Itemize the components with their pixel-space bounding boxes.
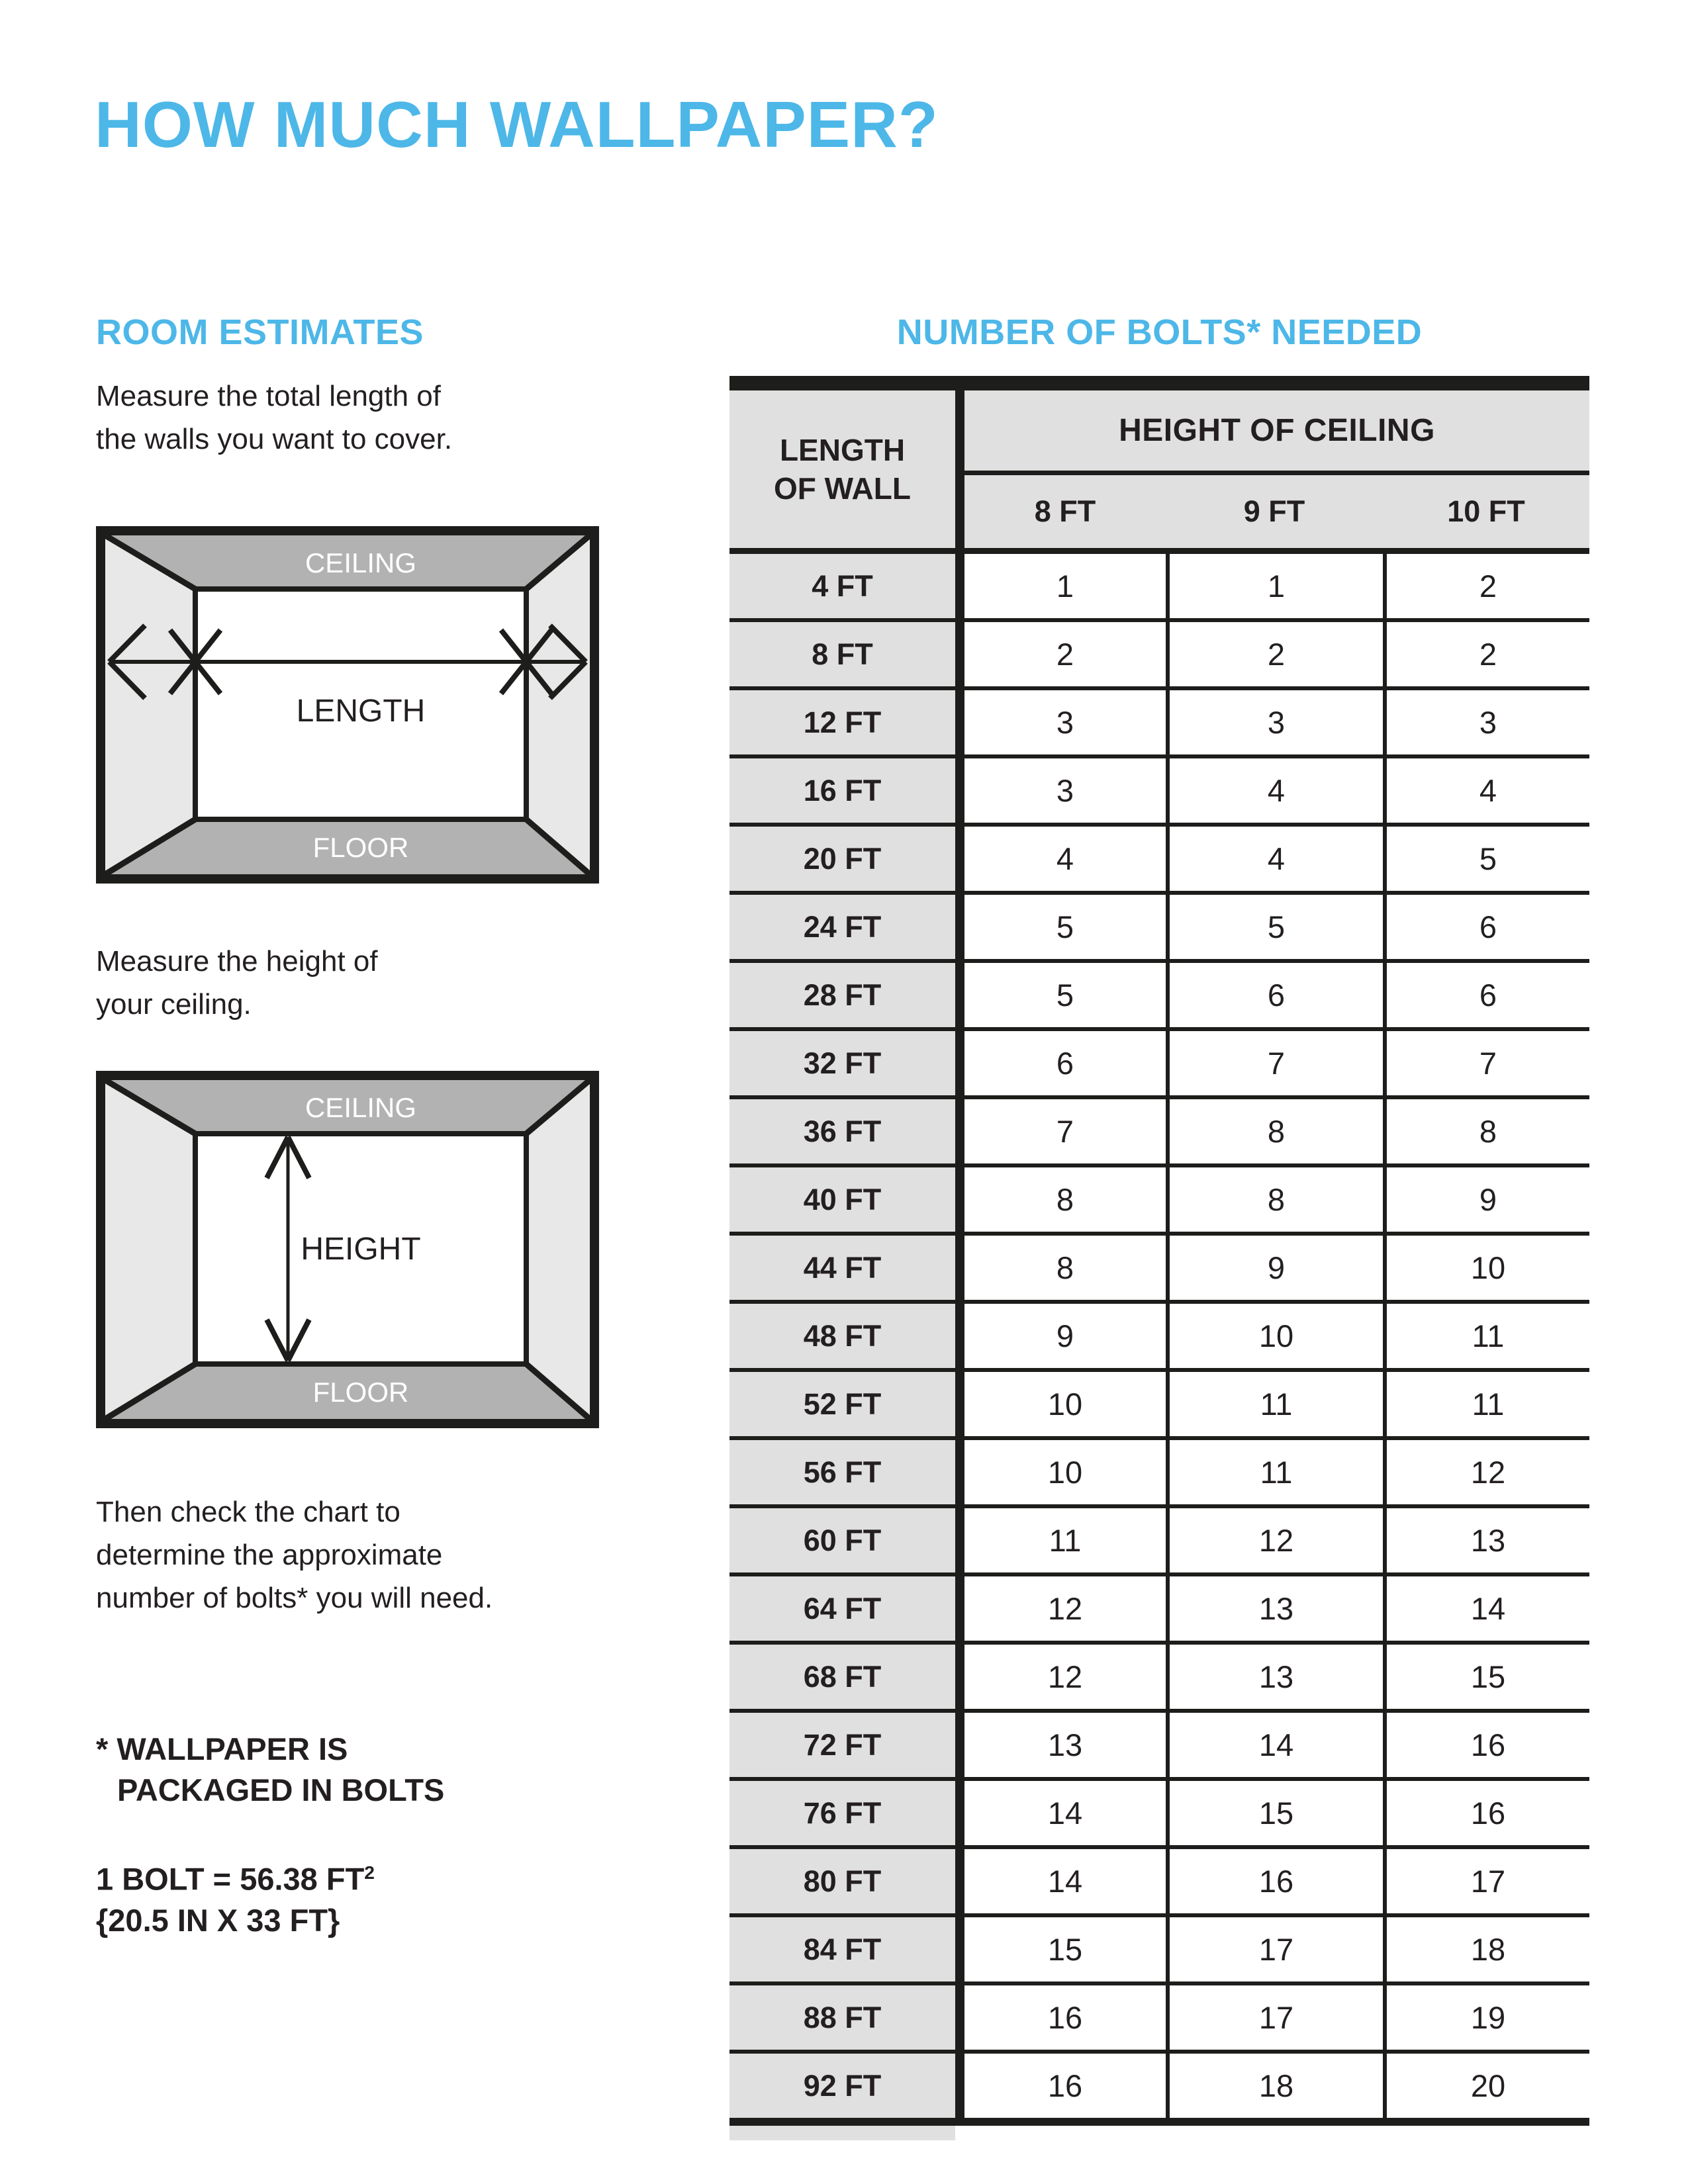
row-value: 12 [964,1645,1166,1709]
row-value: 18 [1166,2054,1383,2118]
row-value: 11 [1383,1304,1589,1368]
table-row [729,1508,1589,1576]
row-label: 88 FT [729,1985,955,2050]
row-value: 13 [1166,1576,1383,1641]
table-row [729,1781,1589,1849]
step1-line: the walls you want to cover. [96,423,453,455]
row-value: 10 [964,1440,1166,1504]
row-value: 5 [1383,827,1589,891]
row-label: 12 FT [729,690,955,754]
row-value: 12 [1383,1440,1589,1504]
header-divider [955,390,964,548]
room-diagram-height [96,1071,599,1428]
bolt-size-note [96,1852,375,1941]
table-row [729,554,1589,622]
row-value: 11 [1166,1440,1383,1504]
row-label: 20 FT [729,827,955,891]
bolt-size-line: 1 BOLT = 56.38 $FT^2$ [96,1861,375,1897]
row-divider [955,895,964,959]
bolt-size-line: {20.5 IN X 33 FT} [96,1902,340,1938]
table-row [729,963,1589,1031]
row-label: 8 FT [729,622,955,686]
row-divider [955,1985,964,2050]
table-row [729,1236,1589,1304]
row-label: 28 FT [729,963,955,1027]
row-value: 1 [964,554,1166,618]
row-value: 14 [964,1781,1166,1845]
row-label: 52 FT [729,1372,955,1436]
row-value: 14 [964,1849,1166,1913]
table-header [729,390,1589,554]
row-divider [955,1576,964,1641]
row-value: 4 [964,827,1166,891]
table-row [729,1713,1589,1781]
row-label: 68 FT [729,1645,955,1709]
table-row [729,690,1589,758]
row-divider [955,827,964,891]
length-label: LENGTH [296,694,426,729]
row-divider [955,963,964,1027]
ceiling-height-header-group [964,390,1589,548]
row-divider [955,1917,964,1981]
row-value: 5 [1166,895,1383,959]
ceiling-label: CEILING [305,547,417,578]
row-value: 9 [1166,1236,1383,1300]
row-value: 7 [1166,1031,1383,1095]
row-value: 6 [1383,963,1589,1027]
row-value: 11 [1383,1372,1589,1436]
table-row [729,758,1589,827]
row-label: 56 FT [729,1440,955,1504]
row-value: 2 [1166,622,1383,686]
right-wall [526,535,590,874]
row-label: 32 FT [729,1031,955,1095]
row-value: 7 [964,1099,1166,1163]
row-value: 1 [1166,554,1383,618]
footnote-line: * WALLPAPER IS [96,1731,348,1766]
col-header-9ft: 9 FT [1243,494,1305,528]
left-wall [105,1080,195,1419]
row-value: 17 [1166,1917,1383,1981]
row-value: 3 [1166,690,1383,754]
column-headers [964,475,1589,548]
row-value: 3 [1383,690,1589,754]
row-divider [955,1781,964,1845]
row-value: 5 [964,963,1166,1027]
row-divider [955,690,964,754]
table-gray-tab [729,2126,955,2140]
table-bottom-bar [729,2118,1589,2126]
step1-line: Measure the total length of [96,380,441,412]
row-label: 76 FT [729,1781,955,1845]
row-value: 4 [1383,758,1589,823]
col-header-10ft: 10 FT [1447,494,1525,528]
row-value: 14 [1383,1576,1589,1641]
row-value: 8 [1166,1099,1383,1163]
floor-label: FLOOR [312,832,409,863]
row-divider [955,1167,964,1232]
row-divider [955,1849,964,1913]
table-row [729,1167,1589,1236]
row-value: 13 [1166,1645,1383,1709]
step3-line: determine the approximate [96,1539,443,1571]
table-row [729,1031,1589,1099]
length-of-wall-header: LENGTH OF WALL [774,433,911,506]
row-value: 2 [1383,554,1589,618]
row-value: 17 [1383,1849,1589,1913]
table-row [729,1099,1589,1167]
row-divider [955,1236,964,1300]
row-divider [955,1440,964,1504]
table-row [729,827,1589,895]
table-row [729,622,1589,690]
row-value: 2 [1383,622,1589,686]
row-value: 4 [1166,758,1383,823]
row-value: 11 [1166,1372,1383,1436]
ceiling-label: CEILING [305,1092,417,1123]
row-value: 8 [1166,1167,1383,1232]
row-divider [955,1508,964,1572]
row-value: 10 [1166,1304,1383,1368]
row-value: 10 [1383,1236,1589,1300]
table-row [729,1372,1589,1440]
row-label: 36 FT [729,1099,955,1163]
row-divider [955,622,964,686]
row-value: 15 [964,1917,1166,1981]
step2-line: Measure the height of [96,945,378,978]
row-value: 17 [1166,1985,1383,2050]
row-value: 6 [1383,895,1589,959]
row-value: 15 [1383,1645,1589,1709]
table-row [729,895,1589,963]
col-header-8ft: 8 FT [1034,494,1096,528]
row-value: 3 [964,758,1166,823]
step2-line: your ceiling. [96,988,252,1021]
row-divider [955,1713,964,1777]
row-value: 6 [964,1031,1166,1095]
row-value: 16 [1383,1781,1589,1845]
row-label: 72 FT [729,1713,955,1777]
row-value: 16 [1166,1849,1383,1913]
row-label: 24 FT [729,895,955,959]
table-row [729,1645,1589,1713]
row-value: 8 [1383,1099,1589,1163]
table-row [729,1440,1589,1508]
floor-label: FLOOR [312,1377,409,1408]
page-title: HOW MUCH WALLPAPER? [95,88,939,161]
height-of-ceiling-header: HEIGHT OF CEILING [964,390,1589,475]
row-label: 80 FT [729,1849,955,1913]
row-label: 4 FT [729,554,955,618]
row-label: 92 FT [729,2054,955,2118]
row-label: 84 FT [729,1917,955,1981]
row-label: 48 FT [729,1304,955,1368]
row-value: 12 [964,1576,1166,1641]
table-row [729,1576,1589,1645]
row-value: 13 [964,1713,1166,1777]
row-label: 16 FT [729,758,955,823]
row-label: 40 FT [729,1167,955,1232]
right-wall [526,1080,590,1419]
row-value: 14 [1166,1713,1383,1777]
table-row [729,1849,1589,1917]
row-divider [955,2054,964,2118]
row-label: 64 FT [729,1576,955,1641]
row-value: 2 [964,622,1166,686]
row-value: 12 [1166,1508,1383,1572]
row-divider [955,554,964,618]
row-value: 7 [1383,1031,1589,1095]
row-value: 18 [1383,1917,1589,1981]
table-row [729,2054,1589,2118]
row-value: 4 [1166,827,1383,891]
row-divider [955,1031,964,1095]
row-value: 16 [964,2054,1166,2118]
row-value: 15 [1166,1781,1383,1845]
row-divider [955,758,964,823]
superscript-2: 2 [364,1862,375,1883]
table-row [729,1985,1589,2054]
row-value: 10 [964,1372,1166,1436]
row-value: 8 [964,1167,1166,1232]
row-value: 11 [964,1508,1166,1572]
bolts-table [729,376,1589,2140]
bolt-table-body [729,554,1589,2118]
row-value: 9 [1383,1167,1589,1232]
bolts-needed-heading: NUMBER OF BOLTS* NEEDED [896,312,1423,352]
row-value: 3 [964,690,1166,754]
row-divider [955,1304,964,1368]
footnote-line: PACKAGED IN BOLTS [117,1772,445,1807]
table-row [729,1917,1589,1985]
row-label: 44 FT [729,1236,955,1300]
row-value: 16 [964,1985,1166,2050]
left-wall [105,535,195,874]
row-divider [955,1099,964,1163]
wallpaper-footnote [96,1729,444,1811]
row-value: 20 [1383,2054,1589,2118]
row-value: 19 [1383,1985,1589,2050]
step2-text [96,940,378,1026]
step1-text [96,375,452,461]
row-value: 8 [964,1236,1166,1300]
table-row [729,1304,1589,1372]
row-divider [955,1372,964,1436]
table-top-bar [729,376,1589,390]
row-value: 5 [964,895,1166,959]
step3-text [96,1490,492,1619]
row-value: 9 [964,1304,1166,1368]
room-estimates-heading: ROOM ESTIMATES [96,312,424,352]
row-value: 13 [1383,1508,1589,1572]
row-value: 16 [1383,1713,1589,1777]
row-value: 6 [1166,963,1383,1027]
step3-line: Then check the chart to [96,1496,400,1528]
row-label: 60 FT [729,1508,955,1572]
step3-line: number of bolts* you will need. [96,1582,493,1614]
room-diagram-length [96,526,599,884]
row-divider [955,1645,964,1709]
height-label: HEIGHT [301,1232,421,1267]
